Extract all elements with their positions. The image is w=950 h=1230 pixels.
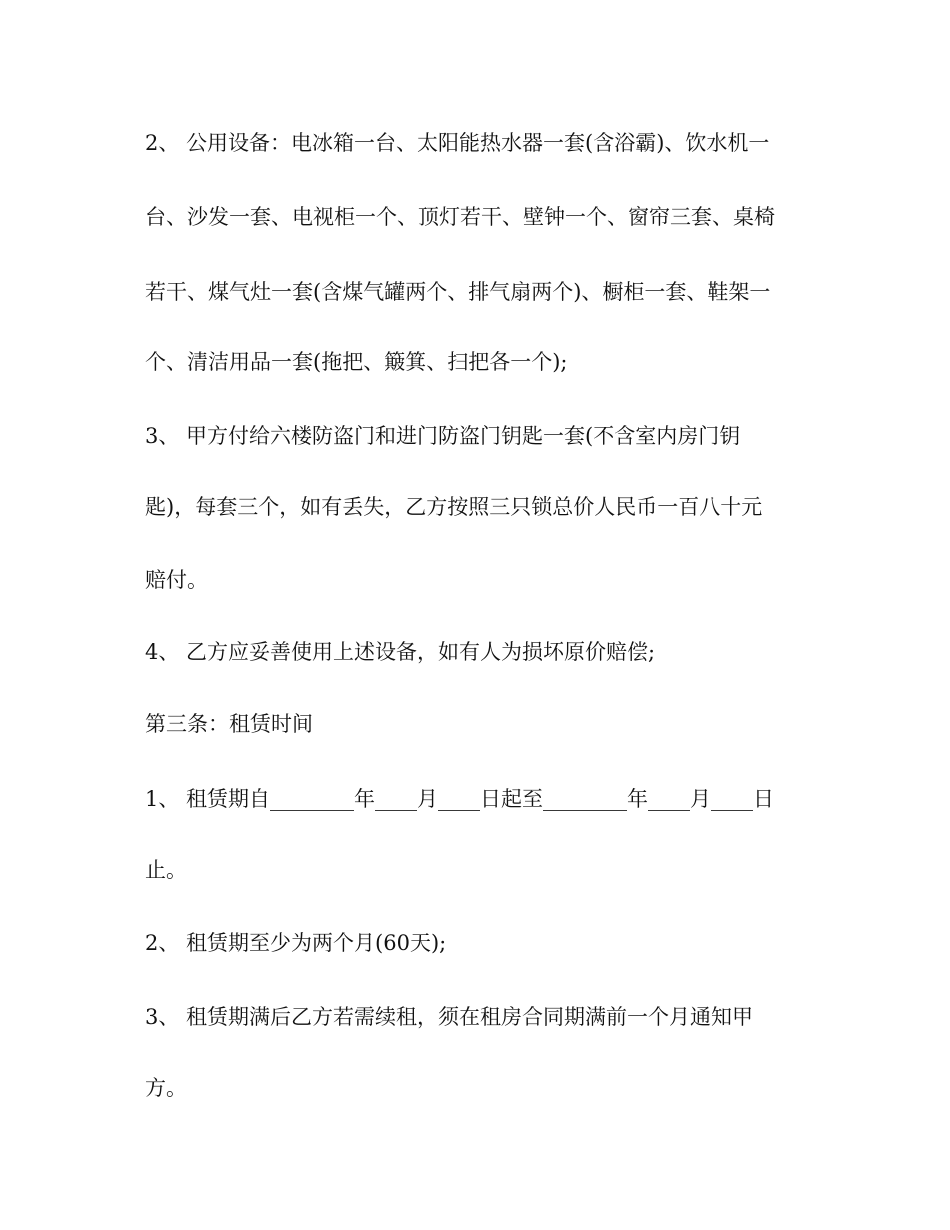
text-line: 4、 乙方应妥善使用上述设备，如有人为损坏原价赔偿; — [145, 640, 656, 664]
text-line: 台、沙发一套、电视柜一个、顶灯若干、壁钟一个、窗帘三套、桌椅 — [145, 205, 775, 229]
text-line: 赔付。 — [145, 568, 208, 592]
text-line: 个、清洁用品一套(拖把、簸箕、扫把各一个); — [145, 350, 568, 374]
text-line: 2、 租赁期至少为两个月(60天); — [145, 931, 447, 955]
text-line: 匙)，每套三个，如有丢失，乙方按照三只锁总价人民币一百八十元 — [145, 495, 763, 519]
text-line: 1、 租赁期自________年____月____日起至________年____月____日 — [145, 787, 775, 811]
section-heading: 第三条：租赁时间 — [145, 712, 313, 736]
text-line: 3、 甲方付给六楼防盗门和进门防盗门钥匙一套(不含室内房门钥 — [145, 424, 741, 448]
text-line: 2、 公用设备：电冰箱一台、太阳能热水器一套(含浴霸)、饮水机一 — [145, 131, 770, 155]
text-line: 3、 租赁期满后乙方若需续租，须在租房合同期满前一个月通知甲 — [145, 1005, 754, 1029]
text-line: 止。 — [145, 858, 187, 882]
text-line: 若干、煤气灶一套(含煤气罐两个、排气扇两个)、橱柜一套、鞋架一 — [145, 280, 771, 304]
text-line: 方。 — [145, 1076, 187, 1100]
